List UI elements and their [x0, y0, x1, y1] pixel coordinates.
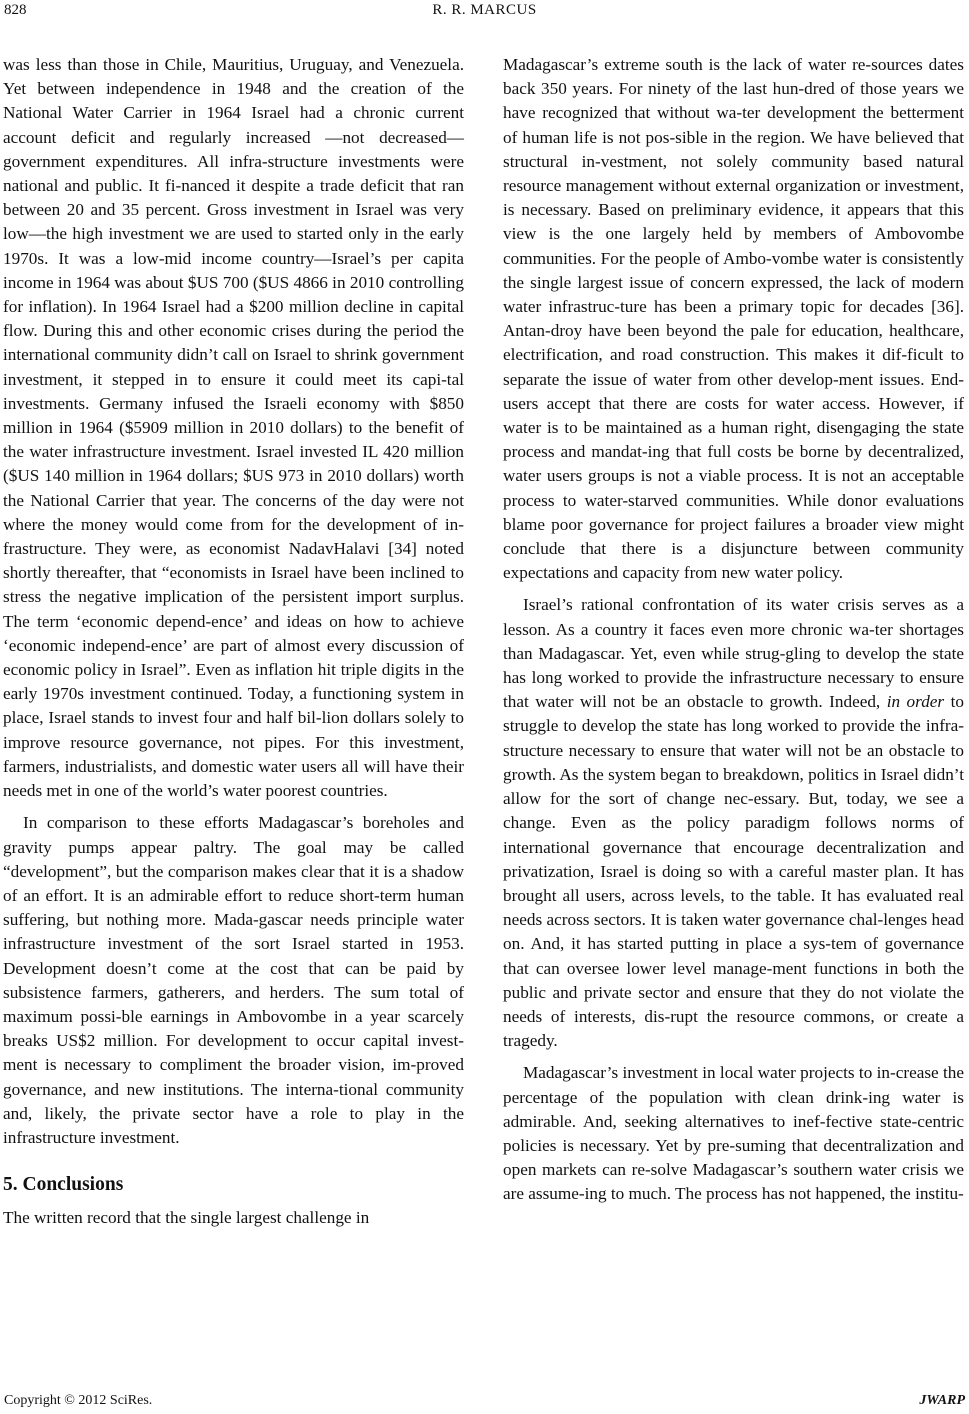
body-paragraph: The written record that the single largest challenge in — [3, 1208, 370, 1228]
body-paragraph: Madagascar’s investment in local water projects to in-crease the percentage of the population with clean drink-ing water is admirable. And, seeking alternatives to inef-fective state-centric policies is necessary. Yet by pre-suming that decentralization and open markets can re-solve Madagascar’s southern water crisis we are assume-ing to much. The process has not happened, the institu- — [503, 1063, 964, 1204]
page-footer — [0, 1391, 969, 1413]
left-column — [3, 53, 464, 1230]
emphasis-text: in order — [886, 692, 945, 712]
section-heading: 5. Conclusions — [3, 1174, 124, 1196]
journal-abbreviation: JWARP — [919, 1393, 965, 1408]
copyright-notice: Copyright © 2012 SciRes. — [4, 1393, 153, 1408]
body-paragraph: Madagascar’s extreme south is the lack of water re-sources dates back 350 years. For ninety of the last hun-dred of those years we have recognized that without wa-ter development the betterment of human life is not pos-sible in the region. We have believed that structural in-vestment, not solely community based natural resource management without external organization or investment, is necessary. Based on preliminary evidence, it appears that this view is the one largely held by members of Ambovombe communities. For the people of Ambo-vombe water is consistently the single largest issue of concern expressed, the lack of modern water infrastruc-ture has been a primary topic for decades [36]. Antan-droy have been beyond the pale for education, healthcare, electrification, and road construction. This makes it dif-ficult to separate the issue of water from other develop-ment issues. End-users accept that there are costs for water access. However, if water is to be maintained as a human right, disengaging the state process and mandat-ing that full costs be borne by decentralized, water users groups is not a viable process. It is not an acceptable process to water-starved communities. While donor evaluations blame poor governance for project failures a broader view might conclude that there is a disjuncture between community expectations and capacity from new water policy. — [503, 55, 964, 583]
body-paragraph: In comparison to these efforts Madagascar’s boreholes and gravity pumps appear paltry. The goal may be called “development”, but the comparison makes clear that it is a shadow of an effort. It is an admirable effort to reduce short-term human suffering, but nothing more. Mada-gascar needs principle water infrastructure investment of the sort Israel started in 1953. Development doesn’t come at the cost that can be paid by subsistence farmers, gatherers, and herders. The sum total of maximum possi-ble earnings in Ambovombe in a year scarcely breaks US$2 million. For development to occur capital invest-ment is necessary to compliment the broader vision, im-proved governance, and new institutions. The interna-tional community and, likely, the private sector have a role to play in the infrastructure investment. — [3, 813, 464, 1147]
page-header — [0, 0, 969, 24]
right-column — [503, 53, 964, 1207]
page-number: 828 — [4, 2, 27, 18]
paragraph-text: to struggle to develop the state has long worked to provide the infra-structure necessary to ensure that water will not be an obstacle to growth. As the system began to breakdown, politics in Israel didn’t allow for the sort of change nec-essary. But, today, we see a change. Even as the policy paradigm follows norms of international governance that encourage decentralization and privatization, Israel is doing so with a careful master plan. It has brought all users, across levels, to the table. It has evaluated real needs across sectors. It is taken water governance chal-lenges head on. And, it has started putting in place a sys-tem of governance that can oversee lower level manage-ment functions in both the public and private sector and ensure that they do not violate the needs of interests, dis-rupt the resource commons, or create a tragedy. — [503, 692, 964, 1051]
body-paragraph: was less than those in Chile, Mauritius, Uruguay, and Venezuela. Yet between independence in 1948 and the creation of the National Water Carrier in 1964 Israel had a chronic current account deficit and regularly increased —not decreased—government expenditures. All infra-structure investments were national and public. It fi-nanced it despite a trade deficit that ran between 20 and 35 percent. Gross investment in Israel was very low—the high investment we are used to started only in the early 1970s. It was a low-mid income country—Israel’s per capita income in 1964 was about $US 700 ($US 4866 in 2010 controlling for inflation). In 1964 Israel had a $200 million decline in capital flow. During this and other economic crises during the period the international community didn’t call on Israel to shrink government investment, it stepped in to ensure it could meet its capi-tal investments. Germany infused the Israeli economy with $850 million in 1964 ($5909 million in 2010 dollars) to the benefit of the water infrastructure investment. Israel invested IL 420 million ($US 140 million in 1964 dollars; $US 973 in 2010 dollars) worth the National Carrier that year. The concerns of the day were not where the money would come from for the development of in-frastructure. They were, as economist NadavHalavi [34] noted shortly thereafter, that “economists in Israel have been inclined to stress the negative implication of the persistent import surplus. The term ‘economic depend-ence’ and ideas on how to achieve ‘economic independ-ence’ are part of almost every discussion of economic policy in Israel”. Even as inflation hit triple digits in the early 1970s investment continued. Today, a functioning system in place, Israel stands to invest four and half bil-lion dollars solely to improve resource governance, not pipes. For this investment, farmers, industrialists, and domestic water users all will have their needs met in one of the world’s water poorest countries. — [3, 55, 464, 801]
running-head: R. R. MARCUS — [432, 2, 537, 18]
paragraph-text: Israel’s rational confrontation of its water crisis serves as a lesson. As a country it faces even more chronic wa-ter shortages than Madagascar. Yet, even while strug-gling to develop the state has long worked to provide the infrastructure necessary to ensure that water will not be an obstacle to growth. Indeed, — [503, 595, 964, 712]
body-paragraph — [503, 593, 964, 1053]
